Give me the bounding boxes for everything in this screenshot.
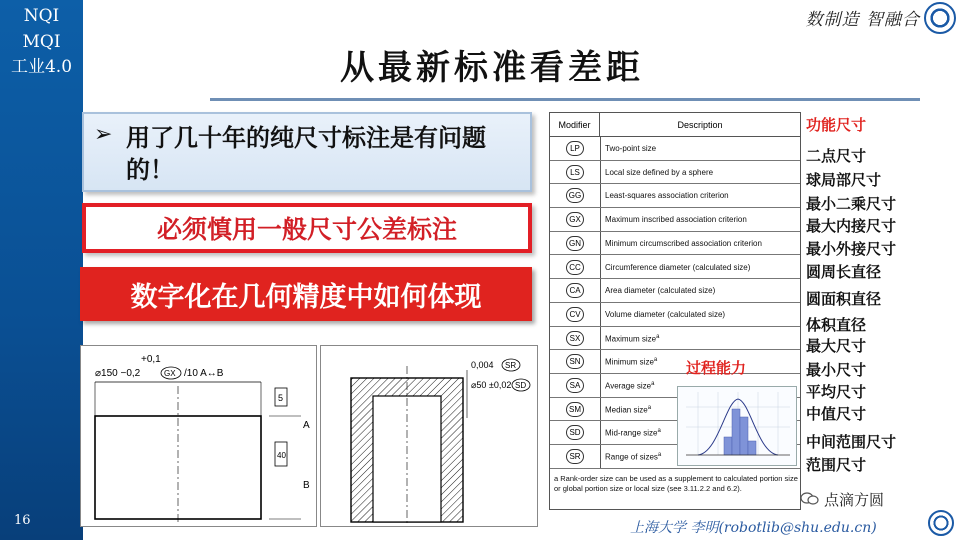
tol-upper: +0,1 bbox=[141, 354, 161, 365]
cn-label: 范围尺寸 bbox=[806, 456, 867, 474]
cn-label: 最大内接尺寸 bbox=[806, 217, 897, 235]
modifier-symbol: CV bbox=[566, 307, 584, 322]
modifier-description-text: Local size defined by a sphere bbox=[605, 167, 714, 177]
university-logo-icon bbox=[924, 2, 956, 34]
footnote-marker: a bbox=[657, 428, 661, 435]
bullet-arrow-icon: ➢ bbox=[94, 122, 113, 147]
callout-point-2-text: 必须慎用一般尺寸公差标注 bbox=[156, 215, 457, 244]
modifier-description-text: Average size bbox=[605, 381, 652, 391]
table-row bbox=[550, 256, 800, 280]
cn-label: 中值尺寸 bbox=[806, 405, 867, 423]
wechat-icon bbox=[800, 492, 820, 506]
modifier-symbol: CA bbox=[566, 283, 584, 298]
slide-title: 从最新标准看差距 bbox=[340, 48, 644, 88]
left-sidebar bbox=[0, 0, 83, 540]
sidebar-industry: 工业4.0 bbox=[10, 57, 73, 77]
cn-label: 体积直径 bbox=[806, 316, 867, 334]
col-header-description: Description bbox=[677, 120, 723, 130]
header-slogan: 数制造 智融合 bbox=[805, 10, 920, 30]
modifier-description bbox=[605, 286, 715, 295]
modifier-description-text: Maximum size bbox=[605, 334, 657, 344]
histogram-svg bbox=[678, 387, 796, 465]
modifier-symbol: GX bbox=[566, 212, 584, 227]
sidebar-nqi: NQI bbox=[23, 6, 60, 26]
functional-size-header: 功能尺寸 bbox=[806, 116, 867, 134]
modifier-description bbox=[605, 191, 729, 200]
hist-bar bbox=[740, 417, 748, 455]
callout-point-1-text: 用了几十年的纯尺寸标注是有问题的！ bbox=[126, 124, 486, 184]
bushing-drawing bbox=[320, 345, 538, 527]
modifier-description-text: Two-point size bbox=[605, 144, 657, 153]
modifier-symbol: LS bbox=[566, 165, 584, 180]
callout-point-2 bbox=[82, 203, 532, 253]
table-row bbox=[550, 350, 800, 374]
modifier-symbol: SR bbox=[566, 449, 584, 464]
modifier-description bbox=[605, 144, 656, 153]
callout-point-3 bbox=[80, 267, 532, 321]
modifier-symbol: SM bbox=[566, 402, 584, 417]
table-row bbox=[550, 327, 800, 351]
cn-label: 中间范围尺寸 bbox=[806, 433, 897, 451]
modifier-symbol: SA bbox=[566, 378, 584, 393]
footnote-marker: a bbox=[653, 357, 658, 364]
cn-label: 圆面积直径 bbox=[806, 290, 882, 308]
dim-box-2-text: 40 bbox=[277, 451, 286, 460]
modifier-description bbox=[605, 381, 654, 391]
title-divider bbox=[210, 98, 920, 101]
modifier-gx: GX bbox=[164, 369, 176, 378]
modifier-symbol: CC bbox=[566, 260, 584, 275]
modifier-description-text: Median size bbox=[605, 405, 648, 415]
cn-label: 圆周长直径 bbox=[806, 263, 882, 281]
table-row bbox=[550, 232, 800, 256]
cn-label: 球局部尺寸 bbox=[806, 171, 882, 189]
footnote-marker: a bbox=[657, 452, 662, 459]
dim-box-1-text: 5 bbox=[278, 393, 284, 403]
callout-point-1 bbox=[82, 112, 532, 192]
footnote-marker: a bbox=[647, 404, 652, 411]
table-row bbox=[550, 303, 800, 327]
cn-label: 最小尺寸 bbox=[806, 361, 867, 379]
hist-bar bbox=[724, 437, 732, 455]
table-row bbox=[550, 279, 800, 303]
cn-label: 最小外接尺寸 bbox=[806, 240, 897, 258]
table-row bbox=[550, 161, 800, 185]
cn-label: 平均尺寸 bbox=[806, 383, 867, 401]
modifier-symbol: GG bbox=[566, 188, 584, 203]
modifier-description bbox=[605, 334, 659, 344]
bushing-drawing-svg bbox=[321, 346, 537, 526]
modifier-description bbox=[605, 405, 651, 415]
modifier-description-text: Range of sizes bbox=[605, 452, 658, 462]
table-row bbox=[550, 208, 800, 232]
hist-bar bbox=[748, 441, 756, 455]
table-row bbox=[550, 137, 800, 161]
modifier-description bbox=[605, 452, 661, 462]
datum-a: A bbox=[303, 420, 310, 431]
modifier-description bbox=[605, 357, 657, 367]
modifier-description-text: Area diameter (calculated size) bbox=[605, 286, 716, 296]
hist-bar bbox=[732, 409, 740, 455]
university-logo-bottom-icon bbox=[928, 510, 954, 536]
modifier-description-text: Volume diameter (calculated size) bbox=[605, 309, 726, 319]
footnote-marker: a bbox=[656, 333, 660, 340]
modifier-description-text: Circumference diameter (calculated size) bbox=[605, 262, 751, 272]
modifier-description bbox=[605, 263, 750, 272]
page-number: 16 bbox=[14, 513, 31, 528]
sidebar-mqi: MQI bbox=[22, 32, 61, 52]
modifier-description bbox=[605, 239, 762, 248]
modifier-description bbox=[605, 428, 661, 438]
modifier-description-text: Minimum circumscribed association criterion bbox=[605, 238, 762, 248]
modifier-symbol: SX bbox=[566, 331, 584, 346]
shaft-drawing-svg bbox=[81, 346, 316, 526]
cn-label: 最大尺寸 bbox=[806, 337, 867, 355]
modifier-description bbox=[605, 168, 713, 177]
cn-label: 二点尺寸 bbox=[806, 147, 867, 165]
datum-b: B bbox=[303, 480, 310, 491]
modifier-description-text: Mid-range size bbox=[605, 429, 658, 439]
dim2-text: ⌀50 ±0,02 bbox=[471, 380, 512, 390]
modifier-description bbox=[605, 310, 725, 319]
cn-label: 最小二乘尺寸 bbox=[806, 195, 897, 213]
tol1-text: 0,004 bbox=[471, 360, 494, 370]
modifier-description-text: Maximum inscribed association criterion bbox=[605, 215, 747, 225]
modifier-symbol: GN bbox=[566, 236, 584, 251]
dim-tail: /10 A↔B bbox=[184, 368, 224, 379]
footer-credit: 上海大学 李明(robotlib@shu.edu.cn) bbox=[630, 520, 877, 536]
process-capability-label: 过程能力 bbox=[686, 359, 747, 377]
wechat-account: 点滴方圆 bbox=[824, 491, 885, 509]
mod1-text: SR bbox=[505, 361, 517, 370]
modifier-description-text: Minimum size bbox=[605, 357, 654, 367]
dim-text: ⌀150 −0,2 bbox=[95, 368, 141, 379]
modifier-symbol: SD bbox=[566, 425, 584, 440]
col-header-modifier: Modifier bbox=[550, 113, 600, 137]
callout-point-3-text: 数字化在几何精度中如何体现 bbox=[130, 281, 482, 313]
table-footnote: a Rank-order size can be used as a supplement to calculated portion size or global portion size or local size (see 3.11.2.2 and 6.2). bbox=[554, 474, 798, 493]
modifier-symbol: LP bbox=[566, 141, 584, 156]
modifier-symbol: SN bbox=[566, 354, 584, 369]
table-row bbox=[550, 184, 800, 208]
modifier-description bbox=[605, 215, 747, 224]
footnote-marker: a bbox=[651, 381, 655, 387]
shaft-drawing bbox=[80, 345, 317, 527]
mod2-text: SD bbox=[515, 381, 527, 390]
modifier-table-header bbox=[550, 113, 800, 137]
modifier-description-text: Least-squares association criterion bbox=[605, 191, 729, 201]
histogram-inset bbox=[677, 386, 797, 466]
